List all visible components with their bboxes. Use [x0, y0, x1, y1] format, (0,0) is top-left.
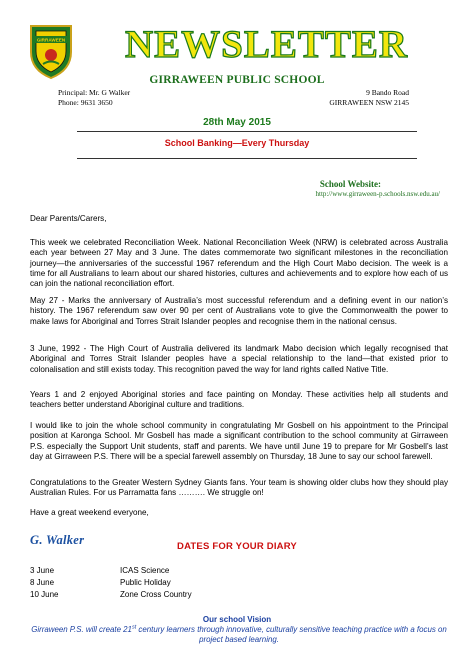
paragraph-mabo: 3 June, 1992 - The High Court of Australia delivered its landmark Mabo decision which legally recognised that Aboriginal and Torres Strait Islander peoples have a special relationship to the land—that existed prior to colonalisation and still exists today. This recognition paved the way for land rights called Native Title. — [30, 344, 448, 374]
website-link[interactable]: http://www.girraween-p.schools.nsw.edu.au/ — [315, 190, 440, 198]
vision-text-end: century learners through innovative, culturally sensitive teaching practice with a focus on project based learning. — [136, 625, 447, 644]
closing-line: Have a great weekend everyone, — [30, 508, 149, 517]
diary-event: Zone Cross Country — [120, 590, 192, 599]
paragraph-reconciliation: This week we celebrated Reconciliation Week. National Reconciliation Week (NRW) is celebrated across Australia each year between 27 May and 3 June. The dates commemorate two significant milestones in the reconciliation journey—the anniversaries of the successful 1967 referendum and the High Court Mabo decision. The week is a time for all Australians to learn about our shared histories, cultures and achievements and to explore how each of us can join the national reconciliation effort. — [30, 238, 448, 289]
paragraph-farewell: I would like to join the whole school community in congratulating Mr Gosbell on his appointment to the Principal position at Karonga School. Mr Gosbell has made a significant contribution to the school community at Girraween P.S. especially the Support Unit students, staff and parents. We have until June 19 to prepare for Mr Gosbell’s last day at Girraween P.S. There will be a special farewell assembly on Thursday, 18 June to say our school farewell. — [30, 421, 448, 461]
paragraph-years-1-2: Years 1 and 2 enjoyed Aboriginal stories and face painting on Monday. These activities help all students and teachers better understand Aboriginal culture and traditions. — [30, 390, 448, 410]
masthead-title — [125, 22, 408, 67]
masthead-text: NEWSLETTER — [125, 23, 409, 66]
principal-signature: G. Walker — [30, 533, 85, 547]
vision-title: Our school Vision — [202, 615, 272, 624]
letter-greeting: Dear Parents/Carers, — [30, 214, 107, 223]
phone-number: Phone: 9631 3650 — [58, 98, 113, 107]
diary-event: Public Holiday — [120, 578, 171, 587]
vision-superscript: st — [131, 624, 137, 631]
diary-date: 10 June — [30, 590, 59, 599]
principal-name: Principal: Mr. G Walker — [58, 88, 131, 97]
divider-bottom — [77, 158, 417, 159]
address-street: 9 Bando Road — [366, 88, 409, 97]
newsletter-date: 28th May 2015 — [203, 117, 271, 128]
school-name: GIRRAWEEN PUBLIC SCHOOL — [149, 74, 325, 86]
diary-event: ICAS Science — [120, 566, 170, 575]
svg-text:GIRRAWEEN: GIRRAWEEN — [36, 37, 66, 43]
paragraph-referendum: May 27 - Marks the anniversary of Australia’s most successful referendum and a defining event in our nation’s history. The 1967 referendum saw over 90 per cent of Australians vote to give the Commonwealth the power to make laws for Aboriginal and Torres Strait Islander peoples and recognise them in the national census. — [30, 296, 448, 326]
paragraph-giants: Congratulations to the Greater Western Sydney Giants fans. Your team is showing older clubs how they should play Australian Rules. For us Parramatta fans ………. We struggle on! — [30, 478, 448, 498]
diary-date: 3 June — [30, 566, 55, 575]
website-label: School Website: — [319, 179, 381, 189]
diary-date: 8 June — [30, 578, 55, 587]
diary-title: DATES FOR YOUR DIARY — [177, 541, 297, 552]
principal-contact — [58, 88, 130, 108]
vision-statement — [30, 625, 448, 645]
address-suburb: GIRRAWEEN NSW 2145 — [329, 98, 409, 107]
vision-text-start: Girraween P.S. will create 21 — [31, 625, 132, 634]
school-crest-logo — [28, 22, 74, 80]
school-address — [329, 88, 409, 108]
divider-top — [77, 131, 417, 132]
banking-notice: School Banking—Every Thursday — [164, 138, 310, 148]
